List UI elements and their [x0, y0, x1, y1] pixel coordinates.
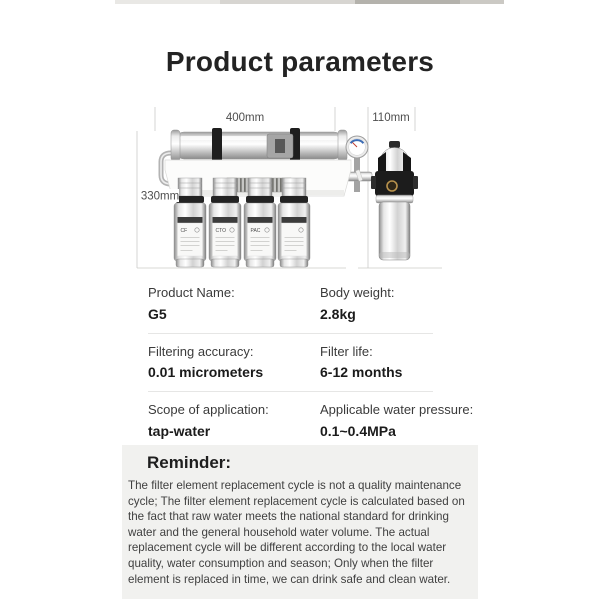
- spec-value: tap-water: [148, 422, 211, 439]
- spec-value: 2.8kg: [320, 305, 356, 322]
- mounting-strap: [212, 128, 222, 163]
- spec-cell: [320, 402, 508, 440]
- filter-cartridge: [244, 178, 276, 267]
- spec-label: Body weight:: [320, 285, 395, 300]
- spec-row: [148, 402, 508, 440]
- spec-cell: [148, 402, 320, 440]
- product-figure: [125, 103, 485, 280]
- cartridge-stage-label: PAC: [250, 228, 261, 234]
- spec-value: 0.1~0.4MPa: [320, 422, 396, 439]
- spec-label: Filtering accuracy:: [148, 343, 254, 359]
- spec-value: G5: [148, 305, 167, 322]
- top-strip-segment: [460, 0, 504, 4]
- spec-value: 0.01 micrometers: [148, 364, 264, 380]
- spec-cell: [320, 285, 508, 323]
- top-strip-segment: [115, 0, 220, 4]
- water-filter-illustration: [125, 103, 485, 275]
- row-divider: [148, 391, 433, 392]
- brass-port: [387, 181, 397, 191]
- cartridge-stage-label: CTO: [215, 228, 226, 234]
- spec-label: Filter life:: [320, 343, 373, 359]
- spec-cell: [148, 344, 320, 382]
- main-filter-unit: [161, 128, 372, 267]
- spec-label: Applicable water pressure:: [320, 402, 474, 417]
- dimension-label-side-width: 110mm: [372, 112, 410, 124]
- top-crop-strip: [115, 0, 504, 4]
- spec-cell: [320, 344, 508, 382]
- spec-label: Product Name:: [148, 285, 235, 300]
- filter-cartridge: [278, 178, 310, 267]
- filter-body: [379, 202, 410, 260]
- spec-value: 6-12 months: [320, 364, 403, 380]
- spec-label: Scope of application:: [148, 402, 269, 417]
- reminder-section: [122, 445, 478, 599]
- reminder-title: Reminder:: [147, 453, 232, 472]
- row-divider: [148, 333, 433, 334]
- spec-table: [148, 285, 508, 461]
- dimension-label-main-width: 400mm: [225, 112, 265, 124]
- reminder-body: The filter element replacement cycle is not a quality maintenance cycle; The filter element replacement cycle is calculated based on the fact that raw water meets the national standard for drinking water and the general household water volume. The actual replacement cycle will be different according to the local water quality, water consumption and season; Only when the filter element is replaced in time, we can drink safe and clean water.: [128, 479, 465, 586]
- filter-cartridge: [209, 178, 241, 267]
- spec-row: [148, 285, 508, 323]
- cartridge-stage-label: CF: [180, 228, 188, 234]
- top-strip-segment: [220, 0, 355, 4]
- spec-row: [148, 344, 508, 382]
- dimension-label-main-height: 330mm: [140, 190, 180, 203]
- page-title: Product parameters: [165, 46, 435, 77]
- spec-cell: [148, 285, 320, 323]
- top-strip-segment: [355, 0, 460, 4]
- side-filter-unit: [356, 141, 418, 260]
- pressure-gauge: [346, 136, 368, 158]
